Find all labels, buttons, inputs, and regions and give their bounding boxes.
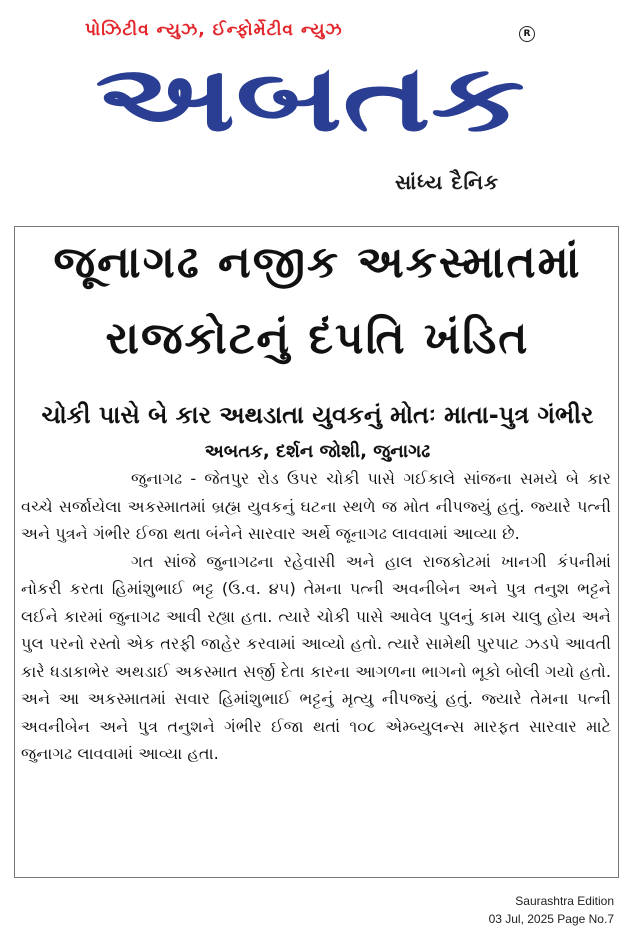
masthead <box>0 0 622 215</box>
article-paragraph: ગત સાંજે જુનાગઢના રહેવાસી અને હાલ રાજકોટમાં ખાનગી કંપનીમાં નોકરી કરતા હિમાંશુભાઈ ભટ્ટ (ઉ.વ. ૪૫) તેમના પત્ની અવનીબેન અને પુત્ર તનુશ ભટ્ટને લઈને કારમાં જુનાગઢ આવી રહ્યા હતા. ત્યારે ચોકી પાસે આવેલ પુલનું કામ ચાલુ હોય અને પુલ પરનો રસ્તો એક તરફી જાહેર કરવામાં આવ્યો હતો. ત્યારે સામેથી પુરપાટ ઝડપે આવતી કારે ધડાકાભેર અથડાઈ અકસ્માત સર્જી દેતા કારના આગળના ભાગનો ભૂકો બોલી ગયો હતો. અને આ અકસ્માતમાં સવાર હિમાંશુભાઈ ભટ્ટનું મૃત્યુ નીપજ્યું હતું. જ્યારે તેમના પત્ની અવનીબેન અને પુત્ર તનુશને ગંભીર ઈજા થતાં ૧૦૮ એમ્બ્યુલન્સ મારફત સારવાર માટે જુનાગઢ લાવવામાં આવ્યા હતા. <box>21 551 611 763</box>
page-info: 03 Jul, 2025 Page No.7 <box>488 912 614 926</box>
masthead-subline: સાંધ્ય દૈનિક <box>395 170 500 194</box>
registered-mark-icon: R <box>519 26 535 42</box>
headline-line-1: જૂનાગઢ નજીક અકસ્માતમાં <box>53 237 582 288</box>
masthead-tagline: પોઝિટીવ ન્યુઝ, ઈન્ફોર્મેટીવ ન્યુઝ <box>85 20 343 40</box>
logo-wordmark: અબતક <box>95 48 525 144</box>
edition-label: Saurashtra Edition <box>515 894 614 908</box>
article-body <box>21 465 611 768</box>
news-article <box>14 226 619 878</box>
headline-line-2: રાજકોટનું દંપતિ ખંડિત <box>105 313 530 364</box>
article-paragraph: જુનાગઢ - જેતપુર રોડ ઉપર ચોકી પાસે ગઈકાલે સાંજના સમયે બે કાર વચ્ચે સર્જાયેલા અકસ્માતમાં બ્રહ્મ યુવકનું ઘટના સ્થળે જ મોત નીપજ્યું હતું. જ્યારે પત્ની અને પુત્રને ગંભીર ઈજા થતા બંનેને સારવાર અર્થે જૂનાગઢ લાવવામાં આવ્યા છે. <box>21 469 611 543</box>
newspaper-logo <box>90 48 530 144</box>
byline: અબતક, દર્શન જોશી, જુનાગઢ <box>204 441 431 462</box>
subheadline: ચોકી પાસે બે કાર અથડાતા યુવકનું મોતઃ માતા-પુત્ર ગંભીર <box>41 401 594 429</box>
